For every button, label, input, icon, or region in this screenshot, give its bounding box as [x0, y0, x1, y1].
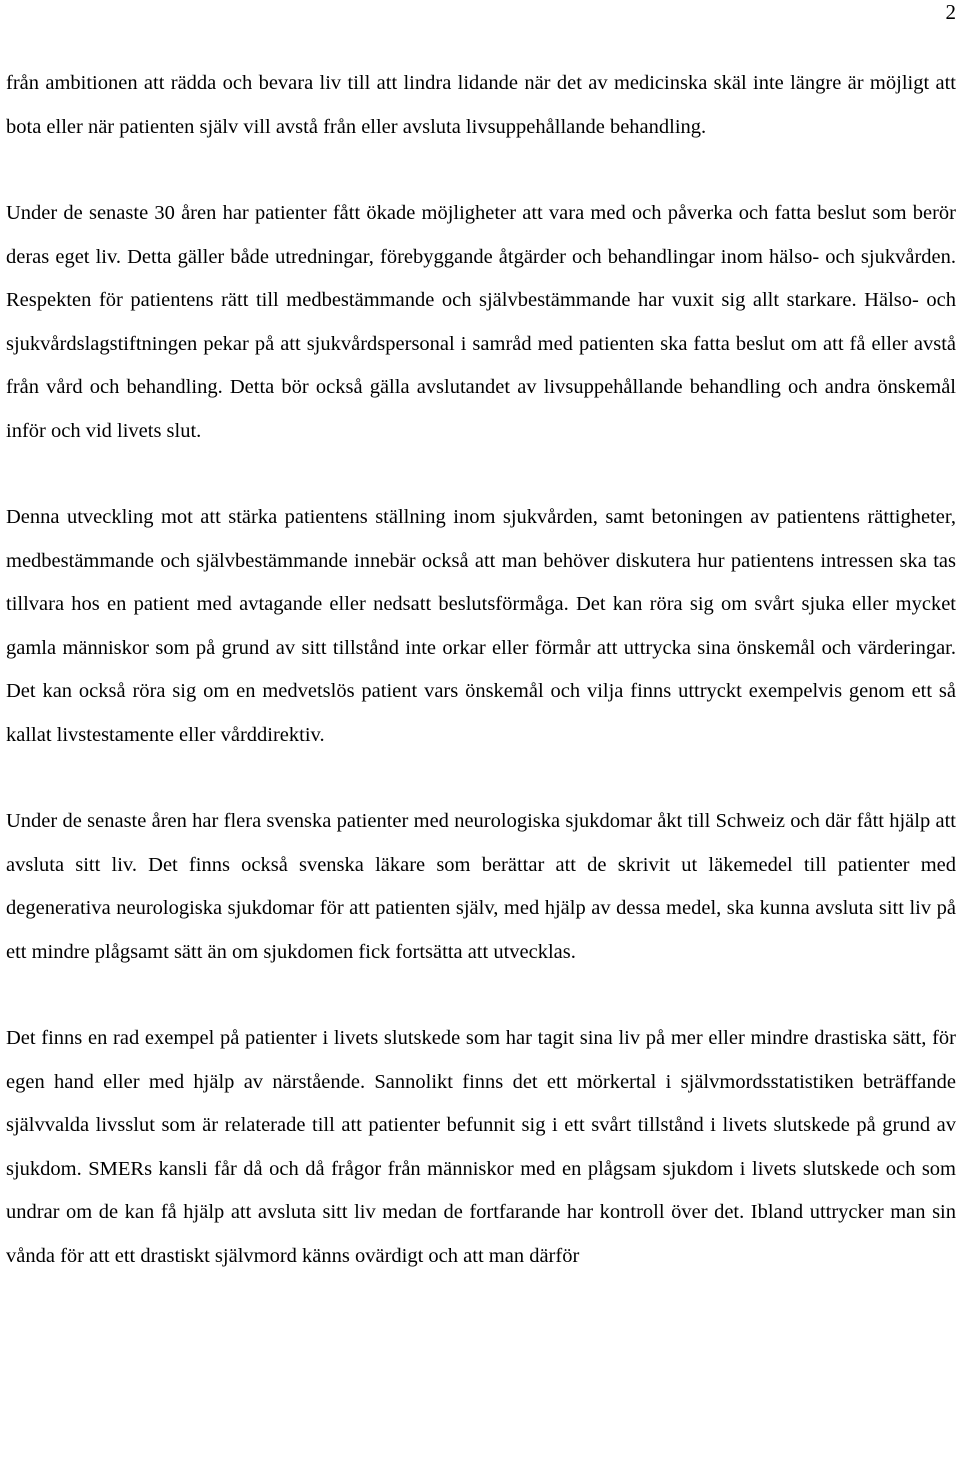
paragraph-5: Det finns en rad exempel på patienter i livets slutskede som har tagit sina liv på mer eller mindre drastiska sätt, för egen hand eller med hjälp av närstående. Sannolikt finns det ett mörkertal i självmordsstatistiken beträffande självvalda livsslut som är relaterade till att patienter befunnit sig i ett svårt tillstånd i livets slutskede på grund av sjukdom. SMERs kansli får då och då frågor från människor med en plågsam sjukdom i livets slutskede och som undrar om de kan få hjälp att avsluta sitt liv medan de fortfarande har kontroll över det. Ibland uttrycker man sin vånda för att ett drastiskt självmord känns ovärdigt och att man därför: [6, 1027, 956, 1267]
paragraph-2: Under de senaste 30 åren har patienter fått ökade möjligheter att vara med och påverka och fatta beslut som berör deras eget liv. Detta gäller både utredningar, förebyggande åtgärder och behandlingar inom hälso- och sjukvården. Respekten för patientens rätt till medbestämmande och självbestämmande har vuxit sig allt starkare. Hälso- och sjukvårdslagstiftningen pekar på att sjukvårdspersonal i samråd med patienten ska fatta beslut om att få eller avstå från vård och behandling. Detta bör också gälla avslutandet av livsuppehållande behandling och andra önskemål inför och vid livets slut.: [6, 202, 956, 442]
paragraph-4: Under de senaste åren har flera svenska patienter med neurologiska sjukdomar åkt till Schweiz och där fått hjälp att avsluta sitt liv. Det finns också svenska läkare som berättar att de skrivit ut läkemedel till patienter med degenerativa neurologiska sjukdomar för att patienten själv, med hjälp av dessa medel, ska kunna avsluta sitt liv på ett mindre plågsamt sätt än om sjukdomen fick fortsätta att utvecklas.: [6, 810, 956, 963]
document-body: [6, 62, 956, 1321]
paragraph-1: från ambitionen att rädda och bevara liv till att lindra lidande när det av medicinska skäl inte längre är möjligt att bota eller när patienten själv vill avstå från eller avsluta livsuppehållande behandling.: [6, 72, 956, 138]
paragraph-3: Denna utveckling mot att stärka patientens ställning inom sjukvården, samt betoningen av patientens rättigheter, medbestämmande och självbestämmande innebär också att man behöver diskutera hur patientens intressen ska tas tillvara hos en patient med avtagande eller nedsatt beslutsförmåga. Det kan röra sig om svårt sjuka eller mycket gamla människor som på grund av sitt tillstånd inte orkar eller förmår att uttrycka sina önskemål och värderingar. Det kan också röra sig om en medvetslös patient vars önskemål och vilja finns uttryckt exempelvis genom ett så kallat livstestamente eller vårddirektiv.: [6, 506, 956, 746]
page-number: 2: [945, 0, 956, 24]
